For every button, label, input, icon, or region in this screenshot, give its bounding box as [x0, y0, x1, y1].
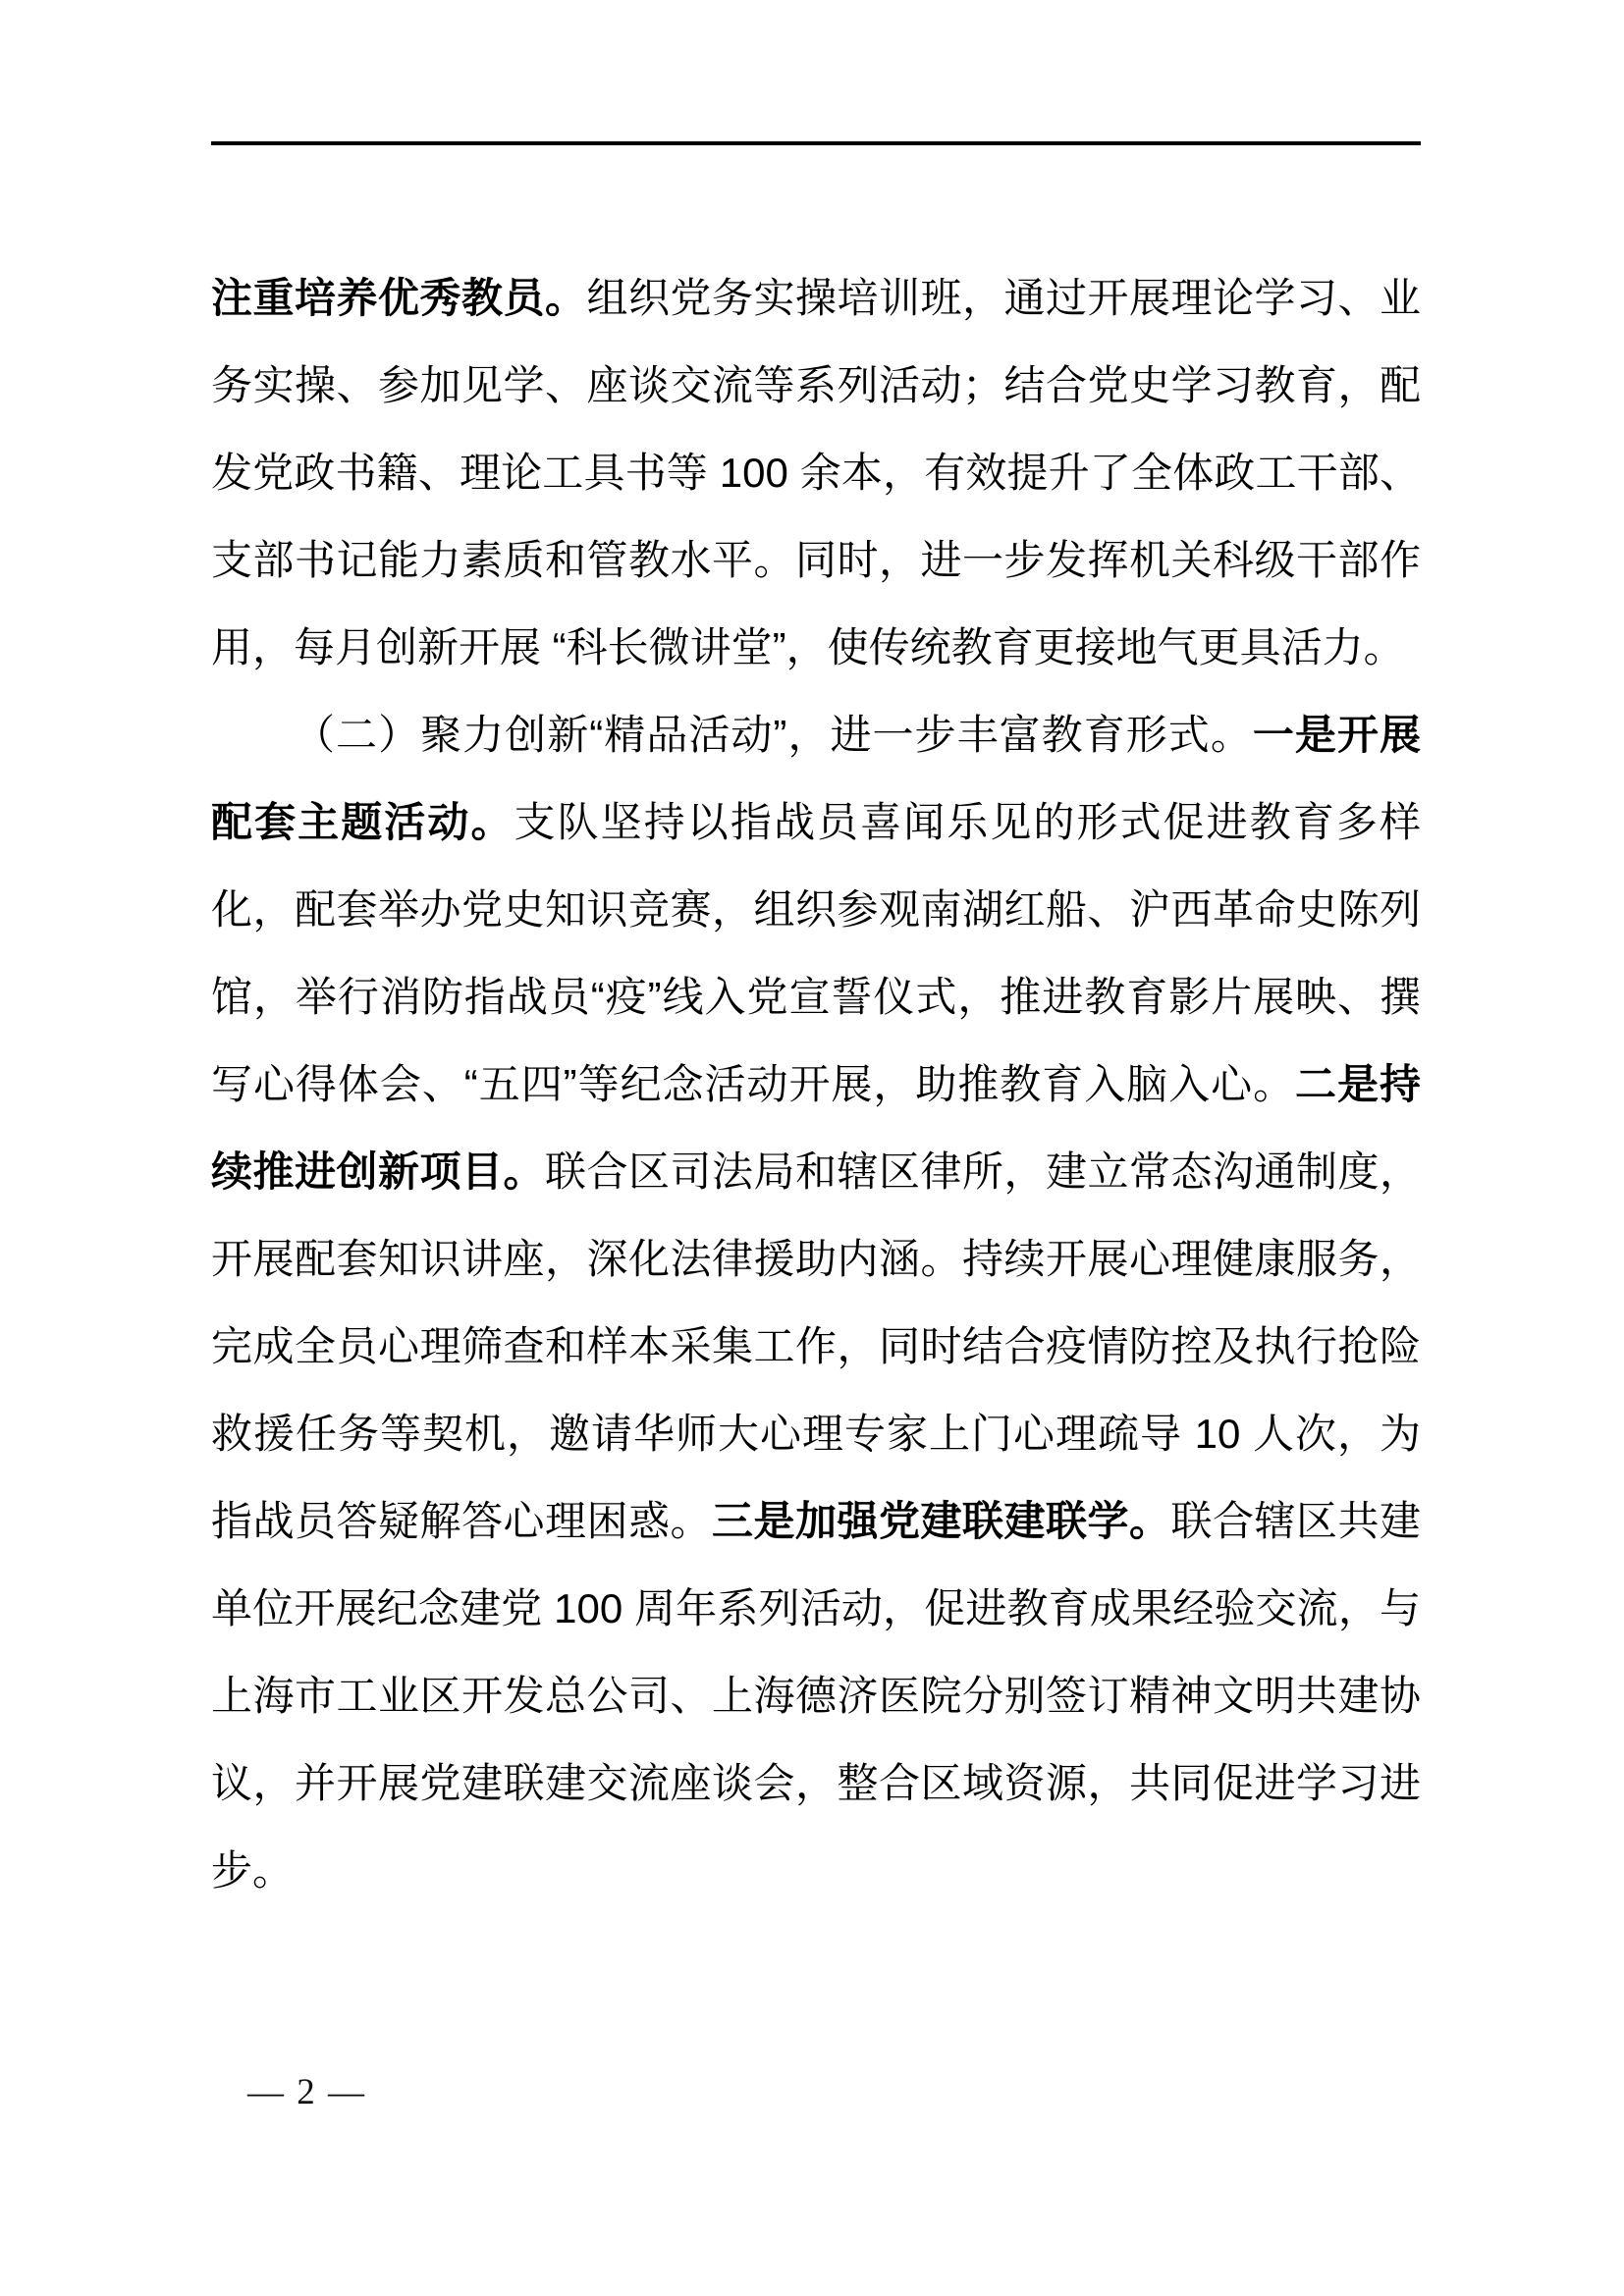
text-run: 联合区司法局和辖区律所，建立常态沟通制度，开展配套知识讲座，深化法律援助内涵。持续开展心理健康服务，完成全员心理筛查和样本采集工作，同时结合疫情防控及执行抢险救援任务等契机，邀请华师大心理专家上门心理疏导 10 人次，为指战员答疑解答心理困惑。 [211, 1148, 1421, 1544]
document-body [211, 254, 1421, 1914]
text-run: 支队坚持以指战员喜闻乐见的形式促进教育多样化，配套举办党史知识竞赛，组织参观南湖红船、沪西革命史陈列馆，举行消防指战员“疫”线入党宣誓仪式，推进教育影片展映、撰写心得体会、“五四”等纪念活动开展，助推教育入脑入心。 [211, 799, 1421, 1107]
text-run: 联合辖区共建单位开展纪念建党 100 周年系列活动，促进教育成果经验交流，与上海市工业区开发总公司、上海德济医院分别签订精神文明共建协议，并开展党建联建交流座谈会，整合区域资源，共同促进学习进步。 [211, 1498, 1421, 1894]
text-run-bold-point-three: 三是加强党建联建联学。 [711, 1498, 1171, 1544]
header-rule [211, 141, 1421, 145]
text-run: 组织党务实操培训班，通过开展理论学习、业务实操、参加见学、座谈交流等系列活动；结合党史学习教育，配发党政书籍、理论工具书等 100 余本，有效提升了全体政工干部、支部书记能力素质和管教水平。同时，进一步发挥机关科级干部作用，每月创新开展 “科长微讲堂”，使传统教育更接地气更具活力。 [211, 275, 1421, 670]
text-run-section-heading: （二）聚力创新“精品活动”，进一步丰富教育形式。 [294, 712, 1253, 758]
paragraph-continuation [211, 254, 1421, 691]
text-run-bold-lead: 注重培养优秀教员。 [211, 275, 587, 321]
page-number: — 2 — [247, 2072, 366, 2112]
text-run-bold-point-one: 一是开展配套主题活动。 [211, 712, 1421, 845]
text-run-bold-point-two: 二是持续推进创新项目。 [211, 1061, 1421, 1195]
paragraph-section-two [211, 691, 1421, 1914]
